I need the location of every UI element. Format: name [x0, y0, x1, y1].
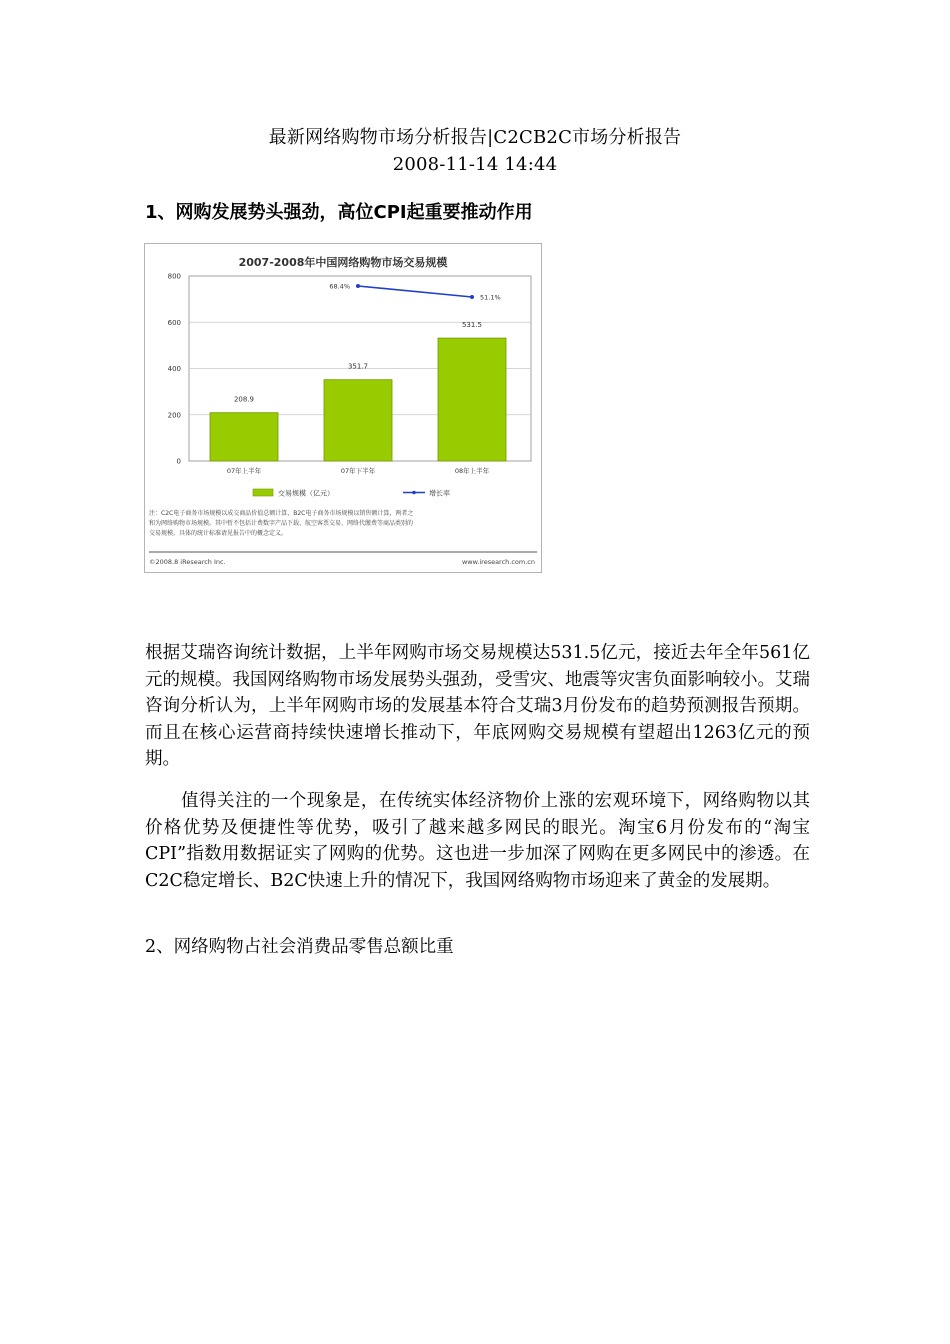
document-title-block [0, 124, 950, 178]
bar [210, 413, 278, 461]
x-tick-label: 08年上半年 [454, 467, 490, 475]
paragraph-1: 根据艾瑞咨询统计数据，上半年网购市场交易规模达531.5亿元，接近去年全年561亿元的规模。我国网络购物市场发展势头强劲，受雪灾、地震等灾害负面影响较小。艾瑞咨询分析认为，上半年网购市场的发展基本符合艾瑞3月份发布的趋势预测报告预期。而且在核心运营商持续快速增长推动下，年底网购交易规模有望超出1263亿元的预期。 [145, 643, 810, 769]
y-axis-ticks [168, 273, 181, 466]
chart-note-line: 注：C2C电子商务市场规模以成交商品价值总额计算，B2C电子商务市场规模以销售额计算，两者之 [149, 510, 414, 517]
x-tick-label: 07年下半年 [340, 467, 376, 475]
document-title: 最新网络购物市场分析报告|C2CB2C市场分析报告 [268, 127, 682, 148]
chart-svg [145, 244, 541, 572]
y-tick-label: 800 [167, 272, 181, 281]
y-tick-label: 200 [167, 411, 181, 420]
bar [438, 338, 506, 461]
legend [253, 489, 450, 498]
legend-line-label: 增长率 [429, 489, 450, 498]
paragraph-2: 值得关注的一个现象是，在传统实体经济物价上涨的宏观环境下，网络购物以其价格优势及便捷性等优势，吸引了越来越多网民的眼光。淘宝6月份发布的“淘宝CPI”指数用数据证实了网购的优势。这也进一步加深了网购在更多网民中的渗透。在C2C稳定增长、B2C快速上升的情况下，我国网络购物市场迎来了黄金的发展期。 [145, 791, 810, 891]
bar-value-label: 531.5 [461, 321, 483, 330]
bar-value-label: 208.9 [233, 395, 255, 404]
legend-bar-swatch [253, 489, 273, 496]
chart-source-url: www.iresearch.com.cn [461, 558, 535, 566]
bar [324, 380, 392, 461]
chart-copyright: ©2008.8 iResearch Inc. [149, 558, 226, 566]
y-tick-label: 600 [167, 318, 181, 327]
x-axis-ticks [227, 466, 490, 475]
bar-value-label: 351.7 [347, 362, 369, 371]
legend-line-marker [412, 491, 416, 495]
growth-label: 51.1% [480, 293, 501, 302]
y-tick-label: 400 [167, 365, 181, 373]
section-2-heading: 2、网络购物占社会消费品零售总额比重 [145, 937, 454, 957]
chart-note-line: 和为网络购物市场规模。其中暂不包括计费数字产品下载、航空客票交易、网络代缴费等商品类别的 [149, 520, 414, 527]
chart-note [149, 509, 413, 537]
chart-title: 2007-2008年中国网络购物市场交易规模 [238, 256, 448, 269]
document-datetime: 2008-11-14 14:44 [392, 154, 558, 175]
growth-point [356, 284, 360, 288]
chart-image [144, 243, 542, 573]
legend-bar-label: 交易规模（亿元） [278, 489, 334, 498]
growth-label: 68.4% [329, 282, 350, 291]
x-tick-label: 07年上半年 [226, 467, 262, 475]
chart-note-line: 交易规模。具体的统计标准请见报告中的概念定义。 [149, 530, 288, 537]
y-tick-label: 0 [176, 457, 181, 466]
section-1-heading: 1、网购发展势头强劲，高位CPI起重要推动作用 [145, 202, 533, 223]
growth-point [470, 295, 474, 299]
